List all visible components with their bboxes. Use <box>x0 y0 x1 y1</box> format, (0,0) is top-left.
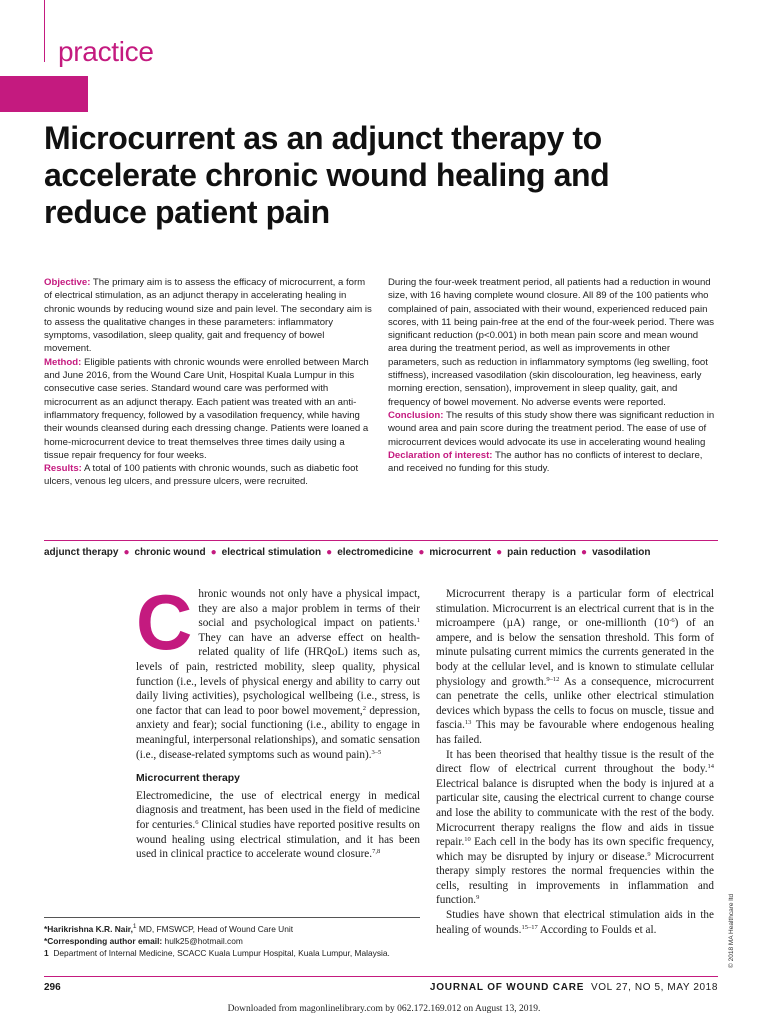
body-paragraph: Studies have shown that electrical stimulation aids in the healing of wounds.$^{15-17}$ According to Foulds et al. <box>436 909 714 936</box>
citation: 10 <box>464 836 471 844</box>
citation: 9 <box>647 850 651 858</box>
results-continued: During the four-week treatment period, all patients had a reduction in wound size, with 16 having complete wound closure. All 89 of the 100 patients who complained of pain, associated with their wound, experienced reduced pain scores, with 11 being pain-free at the end of the four-week period. There was significant reduction (p<0.001) in both mean pain score and mean wound area during the treatment period, as well as improvements in other parameters, such as reduction in inflammatory symptoms (leg swelling, foot stiffness), increased vasodilation (skin discolouration, leg heaviness, early morning erection, sensation), improvement in sleep quality, gait, and frequency of bowel movement. No adverse events were reported. <box>388 277 715 408</box>
section-label: practice <box>58 36 154 67</box>
citation: 6 <box>195 818 199 826</box>
keyword: electrical stimulation <box>221 547 322 558</box>
citation: 2 <box>362 704 366 712</box>
declaration-label: Declaration of interest: <box>388 449 493 461</box>
citation: 15–17 <box>521 923 538 931</box>
journal-info <box>430 982 718 993</box>
abstract-method <box>44 356 372 462</box>
copyright-notice: © 2018 MA Healthcare ltd <box>728 893 735 968</box>
page-number: 296 <box>44 982 61 993</box>
journal-name: JOURNAL OF WOUND CARE <box>429 982 585 993</box>
method-text: Eligible patients with chronic wounds were enrolled between March and June 2016, from the Wound Care Unit, Hospital Kuala Lumpur in this consecutive case series. Standard wound care was performed with microcurrent as an adjunct therapy. Each patient was treated with an anti-inflammatory frequency, followed by a vasodilation frequency, while having their wounds cleansed during each dressing change. Patients were loaned a home-microcurrent device to treat themselves three times daily using a tissue repair frequency for four weeks. <box>44 356 369 461</box>
footnote-rule <box>44 917 420 918</box>
body-left-column <box>136 578 420 862</box>
conclusion-text: The results of this study show there was significant reduction in wound area and pain score during the treatment period. The ease of use of microcurrent devices would advocate its use in accelerating wound healing <box>388 409 715 448</box>
results-label: Results: <box>44 463 82 475</box>
citation: 9–12 <box>546 675 560 683</box>
abstract-objective <box>44 276 372 356</box>
section-rule <box>44 0 45 62</box>
body-paragraph: It has been theorised that healthy tissue is the result of the direct flow of electrical current throughout the body.$^{14}$ Electrical balance is disrupted when the body is injured at a particular site, causing the electrical current to change course and lose the ability to communicate with the rest of the body. Microcurrent therapy realigns the flow and aids in tissue repair.$^{10}$ Each cell in the body has its own specific frequency, which may be disrupted by injury or disease.$^9$ Microcurrent therapy simply restores the normal frequencies within the cells, resulting in improvements in inflammation and function.$^9$ <box>436 748 714 907</box>
keyword: microcurrent <box>429 547 492 558</box>
abstract-declaration <box>388 449 718 476</box>
author-note: *Harikrishna K.R. Nair,$^1$ MD, FMSWCP, Head of Wound Care Unit <box>44 923 294 934</box>
declaration-text: The author has no conflicts of interest to declare, and received no funding for this study. <box>388 449 703 475</box>
abstract-conclusion <box>388 409 718 449</box>
keyword: adjunct therapy <box>44 547 119 558</box>
body-paragraph: Microcurrent therapy is a particular form of electrical stimulation. Microcurrent is an electrical current that is in the microampere (µA) range, or one-millionth $(10^{-6})$ of an ampere, and is below the sensation threshold. This form of minute pulsating current mimics the currents generated in the body at the cellular level, and is known to stimulate cellular physiology and growth.$^{9-12}$ As a consequence, microcurrent can penetrate the cells, unlike other electrical stimulation devices which bypass the cells to focus on muscle, tissue and fascia.$^{13}$ This may be favourable where endogenous healing has failed. <box>436 588 715 746</box>
abstract-left-column <box>44 276 372 489</box>
affiliation: 1 Department of Internal Medicine, SCACC Kuala Lumpur Hospital, Kuala Lumpur, Malaysia. <box>44 948 390 958</box>
exponent: -6 <box>669 617 675 625</box>
bullet-icon: ● <box>581 547 588 558</box>
article-title: Microcurrent as an adjunct therapy to accelerate chronic wound healing and reduce patient pain <box>44 120 610 230</box>
body-right-column <box>436 587 714 937</box>
conclusion-label: Conclusion: <box>388 409 444 421</box>
bullet-icon: ● <box>496 547 503 558</box>
body-paragraph: Electromedicine, the use of electrical energy in medical diagnosis and treatment, has been used in the field of medicine for centuries.$^6$ Clinical studies have reported positive results on wound healing using electrical stimulation, and it has been used in clinical practice to accelerate wound closure.$^{7,8}$ <box>136 789 420 861</box>
objective-text: The primary aim is to assess the efficacy of microcurrent, a form of electrical stimulation, as an adjunct therapy in accelerating healing in chronic wounds by reducing wound size and pain level. The secondary aim is to assess the qualitative changes in these parameters: inflammatory symptoms, vasodilation, sleep quality, gait and frequency of bowel movement. <box>44 277 372 355</box>
bullet-icon: ● <box>123 547 130 558</box>
drop-cap: C <box>136 578 193 666</box>
abstract-right-column <box>388 276 718 475</box>
footnotes <box>44 923 424 959</box>
citation: 3–5 <box>371 748 382 756</box>
abstract-results <box>44 462 372 489</box>
keyword: pain reduction <box>507 547 577 558</box>
accent-bar <box>0 76 88 112</box>
subheading: Microcurrent therapy <box>136 773 240 785</box>
keywords-list <box>44 547 718 558</box>
email-link[interactable]: hulk25@hotmail.com <box>162 936 243 946</box>
citation: 9 <box>476 894 480 902</box>
body-paragraph: Chronic wounds not only have a physical impact, they are also a major problem in terms of their social and psychological impact on patients.$^1$ They can have an adverse effect on health-related quality of life (HRQoL) items such as, levels of pain, restricted mobility, sleep quality, physical function (i.e., levels of physical energy and ability to carry out daily living activities), psychological wellbeing (i.e., stress, is one factor that can lead to poor bowel movement,$^2$ depression, anxiety and fear); social functioning (i.e., ability to engage in meaningful, interpersonal relationships), and somatic sensation (i.e., disease-related symptoms such as wound pain).$^{3-5}$ <box>136 578 420 761</box>
footer-rule <box>44 976 718 977</box>
method-label: Method: <box>44 356 82 368</box>
citation: 14 <box>707 763 714 771</box>
results-text: A total of 100 patients with chronic wounds, such as diabetic foot ulcers, venous leg ulcers, and pressure ulcers, were recruited. <box>44 463 359 488</box>
citation: 13 <box>464 719 472 727</box>
download-notice: Downloaded from magonlinelibrary.com by 062.172.169.012 on August 13, 2019. <box>227 1004 541 1014</box>
keyword: electromedicine <box>337 547 414 558</box>
keywords-rule <box>44 540 718 541</box>
bullet-icon: ● <box>326 547 333 558</box>
keyword: chronic wound <box>134 547 206 558</box>
keyword: vasodilation <box>592 547 651 558</box>
bullet-icon: ● <box>418 547 425 558</box>
corresponding-author: *Corresponding author email: hulk25@hotmail.com <box>44 936 243 946</box>
journal-issue: VOL 27, NO 5, MAY 2018 <box>591 982 718 993</box>
citation: 1 <box>416 617 420 625</box>
bullet-icon: ● <box>210 547 217 558</box>
citation: 7,8 <box>372 848 381 856</box>
objective-label: Objective: <box>44 277 91 288</box>
